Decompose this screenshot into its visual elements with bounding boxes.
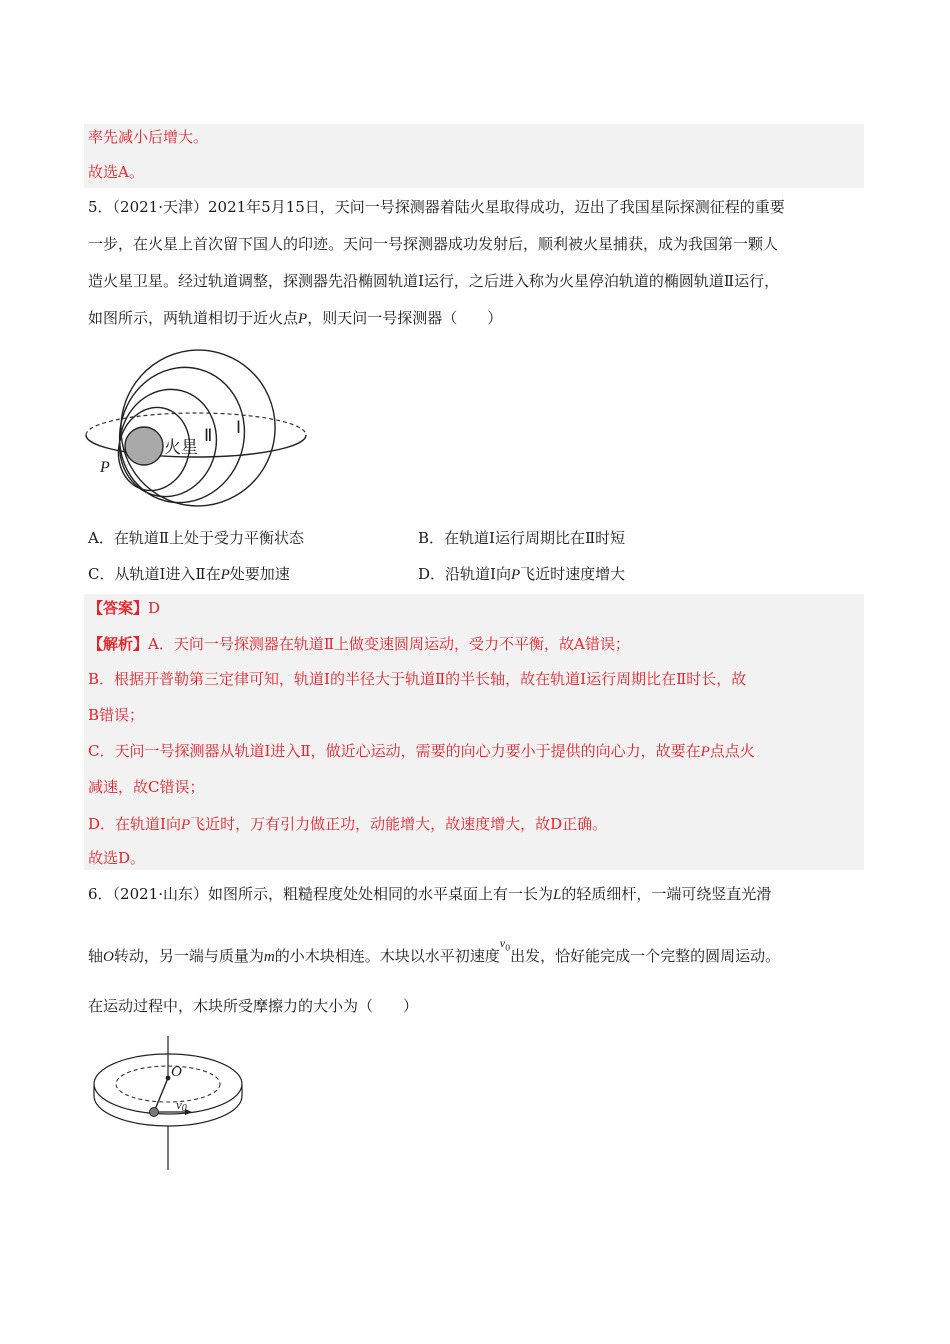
q5-stem-line-3: 造火星卫星。经过轨道调整，探测器先沿椭圆轨道Ⅰ运行，之后进入称为火星停泊轨道的椭圆轨道Ⅱ运行，: [88, 272, 780, 290]
q5-analysis-b2: B错误；: [88, 706, 145, 724]
q5-option-c[interactable]: [88, 564, 290, 585]
velocity-label-sub: 0: [181, 1103, 187, 1114]
q5-option-d-pre: D．沿轨道Ⅰ向: [418, 565, 511, 583]
point-p-label: P: [100, 459, 110, 476]
q5-option-d[interactable]: [418, 564, 625, 585]
q5-option-d-post: 飞近时速度增大: [520, 565, 626, 583]
orbit-1: [103, 345, 292, 515]
q5-analysis-d-pre: D．在轨道Ⅰ向: [88, 815, 181, 833]
q6-O-symbol: O: [103, 949, 114, 965]
q6-line1-post: 的轻质细杆，一端可绕竖直光滑: [561, 885, 772, 903]
q5-stem-line-2: 一步，在火星上首次留下国人的印迹。天问一号探测器成功发射后，顺利被火星捕获，成为我国第一颗人: [88, 235, 779, 253]
wooden-block: [150, 1108, 159, 1117]
q5-analysis-label: 【解析】: [88, 635, 149, 653]
q5-option-b[interactable]: B．在轨道Ⅰ运行周期比在Ⅱ时短: [418, 529, 626, 547]
q5-analysis-c1-tail: 点点火: [709, 742, 755, 760]
q6-v0-symbol: v: [499, 936, 506, 950]
plane-ellipse-back: [86, 413, 306, 435]
center-o-label: O: [171, 1064, 182, 1080]
mars-label: 火星: [164, 438, 198, 457]
q6-table-figure: [88, 1030, 258, 1175]
prev-solution-line: 率先减小后增大。: [88, 128, 209, 146]
q6-m-symbol: m: [263, 949, 275, 965]
q6-v0-sub: 0: [505, 943, 511, 953]
q5-stem-line-4-text: 如图所示，两轨道相切于近火点: [88, 309, 299, 327]
prev-solution-choice: 故选A。: [88, 163, 144, 181]
q5-analysis-c2: 减速，故C错误；: [88, 778, 205, 796]
q5-option-c-post: 处要加速: [229, 565, 290, 583]
q6-line2-b: 转动，另一端与质量为: [113, 947, 264, 965]
q5-final-choice: 故选D。: [88, 849, 146, 867]
q6-line2-d: 出发，恰好能完成一个完整的圆周运动。: [510, 947, 781, 965]
q6-line2-a: 轴: [88, 947, 104, 965]
q6-L-symbol: L: [553, 887, 562, 903]
q5-analysis-c1-text: C．天问一号探测器从轨道Ⅰ进入Ⅱ，做近心运动，需要的向心力要小于提供的向心力，故要在: [88, 742, 701, 760]
q6-line2-c: 的小木块相连。木块以水平初速度: [274, 947, 500, 965]
q5-answer-label: 【答案】: [88, 599, 149, 617]
q5-analysis-a: [88, 634, 630, 654]
q6-stem-line-2: [88, 936, 781, 972]
q5-analysis-b1: B．根据开普勒第三定律可知，轨道Ⅰ的半径大于轨道Ⅱ的半长轴，故在轨道Ⅰ运行周期比在Ⅱ时长，故: [88, 670, 747, 688]
velocity-label-v: v: [176, 1097, 182, 1112]
q5-analysis-a-text: A．天问一号探测器在轨道Ⅱ上做变速圆周运动，受力不平衡，故A错误；: [148, 635, 630, 653]
q5-analysis-c1-p: P: [700, 744, 710, 760]
q5-option-c-p: P: [220, 567, 230, 583]
q5-p-symbol: P: [298, 311, 308, 327]
mars-planet: [125, 427, 163, 465]
q5-stem-line-1: 5．（2021·天津）2021年5月15日，天问一号探测器着陆火星取得成功，迈出了我国星际探测征程的重要: [88, 198, 785, 216]
q5-option-a[interactable]: A．在轨道Ⅱ上处于受力平衡状态: [88, 529, 305, 547]
q5-analysis-d-p: P: [180, 817, 191, 833]
orbit-1-label: Ⅰ: [236, 418, 242, 437]
q5-orbit-figure: [80, 345, 310, 515]
q5-answer: [88, 598, 160, 618]
q6-stem-line-3: 在运动过程中，木块所受摩擦力的大小为（ ）: [88, 997, 419, 1015]
q5-option-d-p: P: [510, 567, 521, 583]
q5-stem-line-4: [88, 308, 502, 329]
orbit-2-label: Ⅱ: [204, 426, 213, 445]
q5-analysis-c1: [88, 741, 755, 762]
q5-answer-value: D: [148, 599, 161, 617]
q5-option-c-pre: C．从轨道Ⅰ进入Ⅱ在: [88, 565, 221, 583]
q6-v0: [499, 936, 511, 953]
q5-analysis-d: [88, 814, 607, 835]
q5-stem-tail: ，则天问一号探测器（ ）: [307, 309, 503, 327]
q6-line1-pre: 6．（2021·山东）如图所示，粗糙程度处处相同的水平桌面上有一长为: [88, 885, 553, 903]
q6-stem-line-1: [88, 884, 771, 905]
q5-analysis-d-post: 飞近时，万有引力做正功，动能增大，故速度增大，故D正确。: [190, 815, 608, 833]
